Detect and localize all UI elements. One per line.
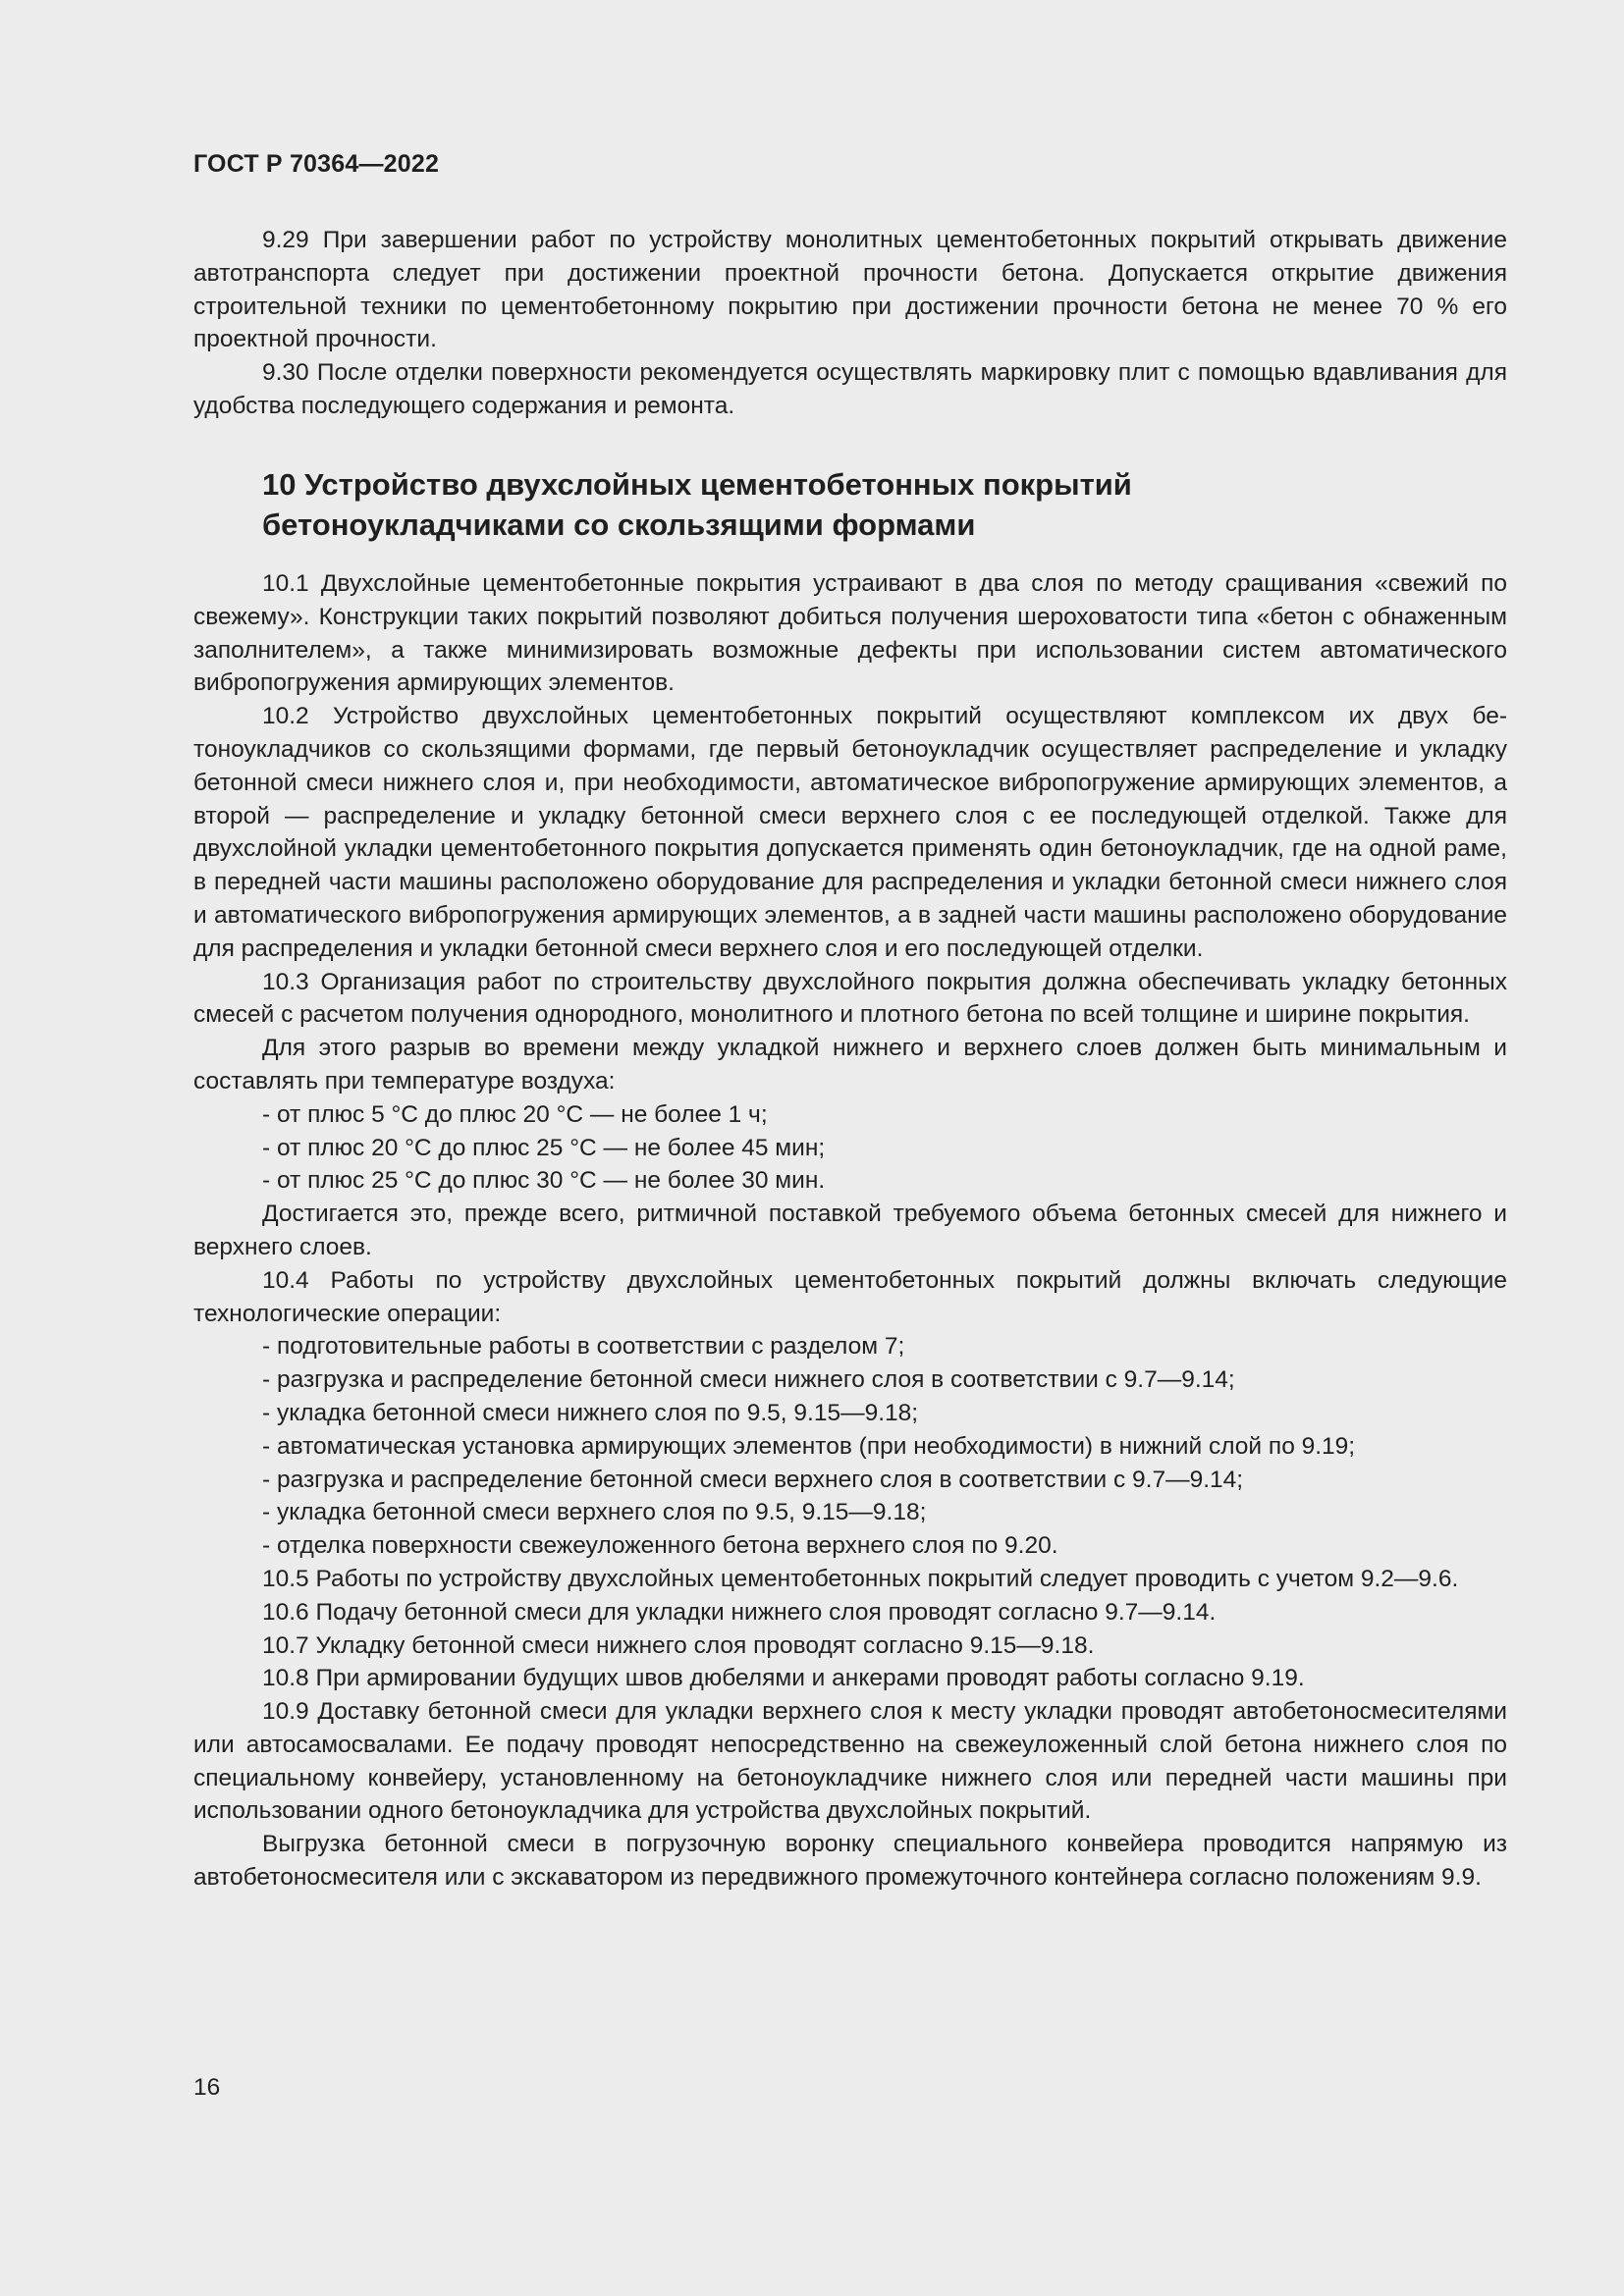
paragraph-10-2: 10.2 Устройство двухслойных цементобетонных покрытий осуществляют комплексом их двух бетоноукладчиков со скользящими формами, где первый бетоноукладчик осуществляет распределение и укладку бетонной смеси нижнего слоя и, при необходимости, автоматическое вибропогружение армирующих элементов, а второй — распределение и укладку бетонной смеси верхнего слоя с ее последующей отделкой. Также для двухслойной укладки цементобетонного покрытия допускается применять один бетоноукладчик, где на одной раме, в передней части машины расположено оборудование для распределения и укладки бетонной смеси нижнего слоя и автоматического вибропогружения армирующих элементов, а в задней части машины расположено оборудование для распределения и укладки бетонной смеси верхнего слоя и его последующей отделки. (193, 703, 1507, 962)
paragraph-10-4: 10.4 Работы по устройству двухслойных цементобетонных покрытий должны включать следующие технологические операции: (193, 1266, 1507, 1327)
list-item: - от плюс 20 °С до плюс 25 °С — не более 45 мин; (262, 1134, 826, 1161)
paragraph-9-30: 9.30 После отделки поверхности рекомендуется осуществлять маркировку плит с помощью вдавливания для удобства последующего содержания и ремонта. (193, 359, 1507, 419)
list-item: - укладка бетонной смеси нижнего слоя по 9.5, 9.15—9.18; (262, 1399, 919, 1426)
document-code-header: ГОСТ Р 70364—2022 (193, 150, 440, 178)
intro-block (193, 224, 1507, 423)
paragraph-10-9-unload: Выгрузка бетонной смеси в погрузочную воронку специального конвейера проводится напрямую из автобетоносмесителя или с экскаватором из передвижного промежуточного контейнера согласно положениям 9.9. (193, 1831, 1507, 1892)
list-item: - отделка поверхности свежеуложенного бетона верхнего слоя по 9.20. (262, 1532, 1058, 1560)
paragraph-10-3: 10.3 Организация работ по строительству двухслойного покрытия должна обеспечивать укладку бетонных смесей с расчетом получения однородного, монолитного и плотного бетона по всей толщине и ширине покрытия. (193, 968, 1507, 1029)
list-item: - укладка бетонной смеси верхнего слоя по 9.5, 9.15—9.18; (262, 1499, 927, 1526)
section-title-line-1: 10 Устройство двухслойных цементобетонных покрытий (262, 467, 1132, 502)
paragraph-10-5: 10.5 Работы по устройству двухслойных цементобетонных покрытий следует проводить с учетом 9.2—9.6. (262, 1565, 1459, 1592)
list-item: - подготовительные работы в соответствии с разделом 7; (262, 1333, 905, 1361)
paragraph-10-6: 10.6 Подачу бетонной смеси для укладки нижнего слоя проводят согласно 9.7—9.14. (262, 1598, 1217, 1626)
list-item: - разгрузка и распределение бетонной смеси нижнего слоя в соответствии с 9.7—9.14; (262, 1366, 1235, 1394)
section-10-body (193, 567, 1507, 1895)
paragraph-10-7: 10.7 Укладку бетонной смеси нижнего слоя проводят согласно 9.15—9.18. (262, 1631, 1095, 1659)
list-item: - от плюс 5 °С до плюс 20 °С — не более 1 ч; (262, 1100, 768, 1128)
list-item: - разгрузка и распределение бетонной смеси верхнего слоя в соответствии с 9.7—9.14; (262, 1466, 1244, 1493)
section-10-title (262, 464, 1440, 545)
paragraph-10-1: 10.1 Двухслойные цементобетонные покрытия устраивают в два слоя по методу сращивания «свежий по свежему». Конструкции таких покрытий позволяют добиться получения шероховатости типа «бетон с обнаженным заполнителем», а также минимизировать возможные дефекты при использовании систем автоматического вибропогружения армирующих элементов. (193, 570, 1507, 697)
paragraph-9-29: 9.29 При завершении работ по устройству монолитных цементобетонных покрытий открывать движение автотранспорта следует при достижении проектной прочности бетона. Допускается открытие движения строительной техники по цементобетонному покрытию при достижении прочности бетона не менее 70 % его проектной прочности. (193, 227, 1507, 353)
paragraph-10-3-gap: Для этого разрыв во времени между укладкой нижнего и верхнего слоев должен быть минимальным и составлять при температуре воздуха: (193, 1035, 1507, 1095)
list-item: - автоматическая установка армирующих элементов (при необходимости) в нижний слой по 9.19; (262, 1432, 1356, 1460)
paragraph-10-8: 10.8 При армировании будущих швов дюбелями и анкерами проводят работы согласно 9.19. (262, 1665, 1305, 1692)
list-item: - от плюс 25 °С до плюс 30 °С — не более 30 мин. (262, 1167, 826, 1195)
paragraph-10-3-achieve: Достигается это, прежде всего, ритмичной поставкой требуемого объема бетонных смесей для нижнего и верхнего слоев. (193, 1201, 1507, 1260)
section-title-line-2: бетоноукладчиками со скользящими формами (262, 507, 976, 542)
paragraph-10-9: 10.9 Доставку бетонной смеси для укладки верхнего слоя к месту укладки проводят автобетоносмесителями или автосамосвалами. Ее подачу проводят непосредственно на свежеуложенный слой бетона нижнего слоя по специальному конвейеру, установленному на бетоноукладчике нижнего слоя или передней части машины при использовании одного бетоноукладчика для устройства двухслойных покрытий. (193, 1698, 1507, 1825)
page-number: 16 (193, 2074, 221, 2101)
